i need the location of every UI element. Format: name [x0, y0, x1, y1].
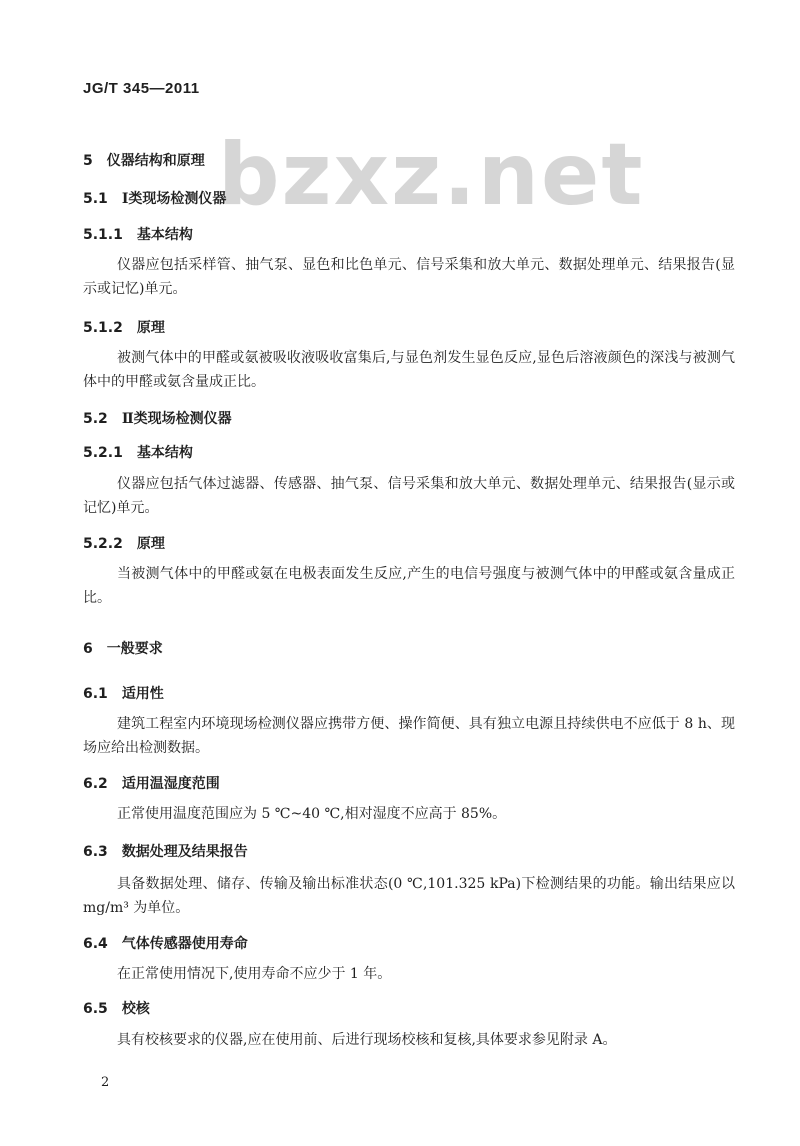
heading-6 — [83, 638, 163, 658]
heading-number: 5.1.2 — [83, 320, 123, 336]
heading-title: 数据处理及结果报告 — [121, 844, 248, 860]
standard-code: JG/T 345—2011 — [83, 80, 200, 97]
heading-5-2-1 — [83, 442, 193, 462]
paragraph-6-4: 在正常使用情况下,使用寿命不应少于 1 年。 — [117, 966, 392, 982]
heading-number: 6.3 — [83, 844, 108, 860]
heading-5-1-2 — [83, 317, 165, 337]
heading-number: 5.2.2 — [83, 536, 123, 552]
heading-number: 5 — [83, 153, 93, 169]
heading-5-2 — [83, 408, 232, 428]
paragraph-5-2-1: 仪器应包括气体过滤器、传感器、抽气泵、信号采集和放大单元、数据处理单元、结果报告(显示或记忆)单元。 — [83, 476, 735, 516]
heading-number: 5.2 — [83, 411, 108, 427]
heading-number: 6.4 — [83, 936, 108, 952]
heading-title: 一般要求 — [106, 641, 163, 657]
heading-6-4 — [83, 933, 248, 953]
paragraph-6-5: 具有校核要求的仪器,应在使用前、后进行现场校核和复核,具体要求参见附录 A。 — [117, 1032, 617, 1048]
paragraph-6-2: 正常使用温度范围应为 5 ℃~40 ℃,相对湿度不应高于 85%。 — [117, 806, 507, 822]
heading-title: 气体传感器使用寿命 — [121, 936, 248, 952]
heading-number: 6.5 — [83, 1001, 108, 1017]
heading-5-1-1 — [83, 224, 193, 244]
heading-title: 适用温湿度范围 — [121, 776, 220, 792]
heading-title: 校核 — [121, 1001, 150, 1017]
heading-number: 5.1.1 — [83, 227, 123, 243]
heading-6-5 — [83, 998, 150, 1018]
heading-5-1 — [83, 188, 226, 208]
paragraph-6-3: 具备数据处理、储存、传输及输出标准状态(0 ℃,101.325 kPa)下检测结果的功能。输出结果应以 mg/m³ 为单位。 — [83, 876, 735, 916]
heading-number: 6.1 — [83, 686, 108, 702]
heading-5 — [83, 150, 205, 170]
page-number: 2 — [101, 1075, 110, 1090]
heading-5-2-2 — [83, 533, 165, 553]
heading-title: 基本结构 — [136, 227, 193, 243]
heading-6-3 — [83, 841, 248, 861]
paragraph-5-1-2: 被测气体中的甲醛或氨被吸收液吸收富集后,与显色剂发生显色反应,显色后溶液颜色的深浅与被测气体中的甲醛或氨含量成正比。 — [83, 350, 735, 390]
watermark: bzxz.net — [218, 125, 645, 225]
heading-title: 仪器结构和原理 — [106, 153, 205, 169]
heading-number: 6.2 — [83, 776, 108, 792]
heading-title: Ⅰ类现场检测仪器 — [121, 191, 227, 207]
paragraph-5-1-1: 仪器应包括采样管、抽气泵、显色和比色单元、信号采集和放大单元、数据处理单元、结果报告(显示或记忆)单元。 — [83, 257, 735, 297]
heading-title: 适用性 — [121, 686, 164, 702]
heading-number: 6 — [83, 641, 93, 657]
heading-number: 5.1 — [83, 191, 108, 207]
paragraph-6-1: 建筑工程室内环境现场检测仪器应携带方便、操作简便、具有独立电源且持续供电不应低于 8 h、现场应给出检测数据。 — [83, 716, 735, 756]
heading-6-2 — [83, 773, 220, 793]
heading-title: 原理 — [136, 320, 165, 336]
heading-title: Ⅱ类现场检测仪器 — [121, 411, 232, 427]
heading-number: 5.2.1 — [83, 445, 123, 461]
heading-title: 基本结构 — [136, 445, 193, 461]
heading-title: 原理 — [136, 536, 165, 552]
paragraph-5-2-2: 当被测气体中的甲醛或氨在电极表面发生反应,产生的电信号强度与被测气体中的甲醛或氨含量成正比。 — [83, 566, 735, 606]
heading-6-1 — [83, 683, 164, 703]
